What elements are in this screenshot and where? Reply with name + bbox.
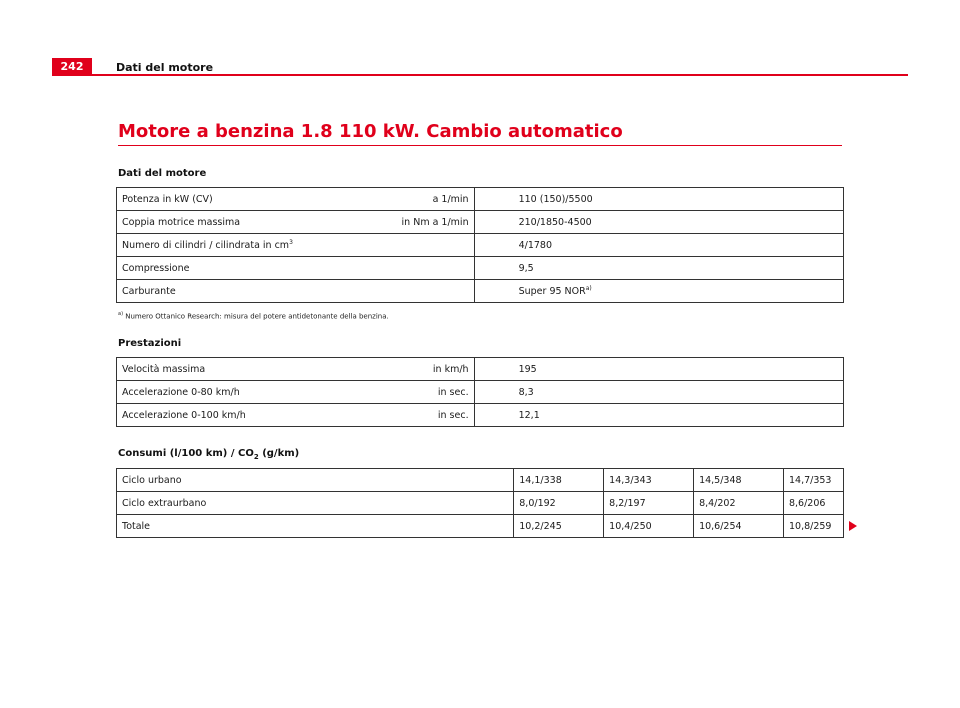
footnote-marker: a) [118,311,124,317]
consumption-table [116,468,844,538]
table-row [117,358,844,381]
row-unit: in Nm a 1/min [401,216,469,228]
page-title: Motore a benzina 1.8 110 kW. Cambio automatico [118,121,623,142]
row-value: 8,3 [474,381,843,404]
row-label: Coppia motrice massima [122,216,241,228]
table-row [117,280,844,303]
footnote [118,311,389,320]
row-label: Compressione [122,262,190,274]
consumption-heading: Consumi (l/100 $km) / CO_2$ (g/km) [118,448,300,461]
cell-value: 14,5/348 [694,469,784,492]
page-number: 242 [52,58,92,76]
section-header: Dati del motore [116,61,214,74]
motor-heading: Dati del motore [118,168,207,179]
cell-value: 10,6/254 [694,515,784,538]
row-value: Super 95 NOR$^{a)}$ [474,280,843,303]
cell-value: 10,8/259 [783,515,843,538]
cell-value: 8,2/197 [604,492,694,515]
row-unit: in sec. [437,409,469,421]
cell-value: 10,4/250 [604,515,694,538]
row-label: Accelerazione 0-80 km/h [122,386,240,398]
cell-value: 10,2/245 [514,515,604,538]
performance-table [116,357,844,427]
cell-value: 8,6/206 [783,492,843,515]
cell-value: 14,1/338 [514,469,604,492]
table-row [117,492,844,515]
header-rule [52,74,908,76]
table-row [117,381,844,404]
cell-value: 14,7/353 [783,469,843,492]
performance-heading: Prestazioni [118,338,182,349]
cell-value: 8,0/192 [514,492,604,515]
table-row [117,515,844,538]
table-row [117,469,844,492]
row-label: Potenza in kW (CV) [122,193,213,205]
row-unit: in km/h [432,363,469,375]
table-row [117,188,844,211]
table-row [117,404,844,427]
row-value: 4/1780 [474,234,843,257]
title-rule [118,145,842,146]
row-label: Ciclo extraurbano [117,492,514,515]
row-label: Carburante [122,285,176,297]
row-label: Totale [117,515,514,538]
triangle-right-icon [849,521,857,531]
table-row [117,234,844,257]
row-value: 9,5 [474,257,843,280]
row-label: Velocità massima [122,363,206,375]
row-label: Numero di cilindri / cilindrata in $cm^3$ [122,238,293,252]
row-value: 195 [474,358,843,381]
cell-value: 8,4/202 [694,492,784,515]
motor-table [116,187,844,303]
table-row [117,211,844,234]
row-label: Accelerazione 0-100 km/h [122,409,246,421]
row-unit: in sec. [437,386,469,398]
table-row [117,257,844,280]
row-unit: a 1/min [432,193,469,205]
footnote-text: Numero Ottanico Research: misura del potere antidetonante della benzina. [125,312,389,321]
row-value: 12,1 [474,404,843,427]
row-value: 110 (150)/5500 [474,188,843,211]
cell-value: 14,3/343 [604,469,694,492]
row-value: 210/1850-4500 [474,211,843,234]
row-label: Ciclo urbano [117,469,514,492]
